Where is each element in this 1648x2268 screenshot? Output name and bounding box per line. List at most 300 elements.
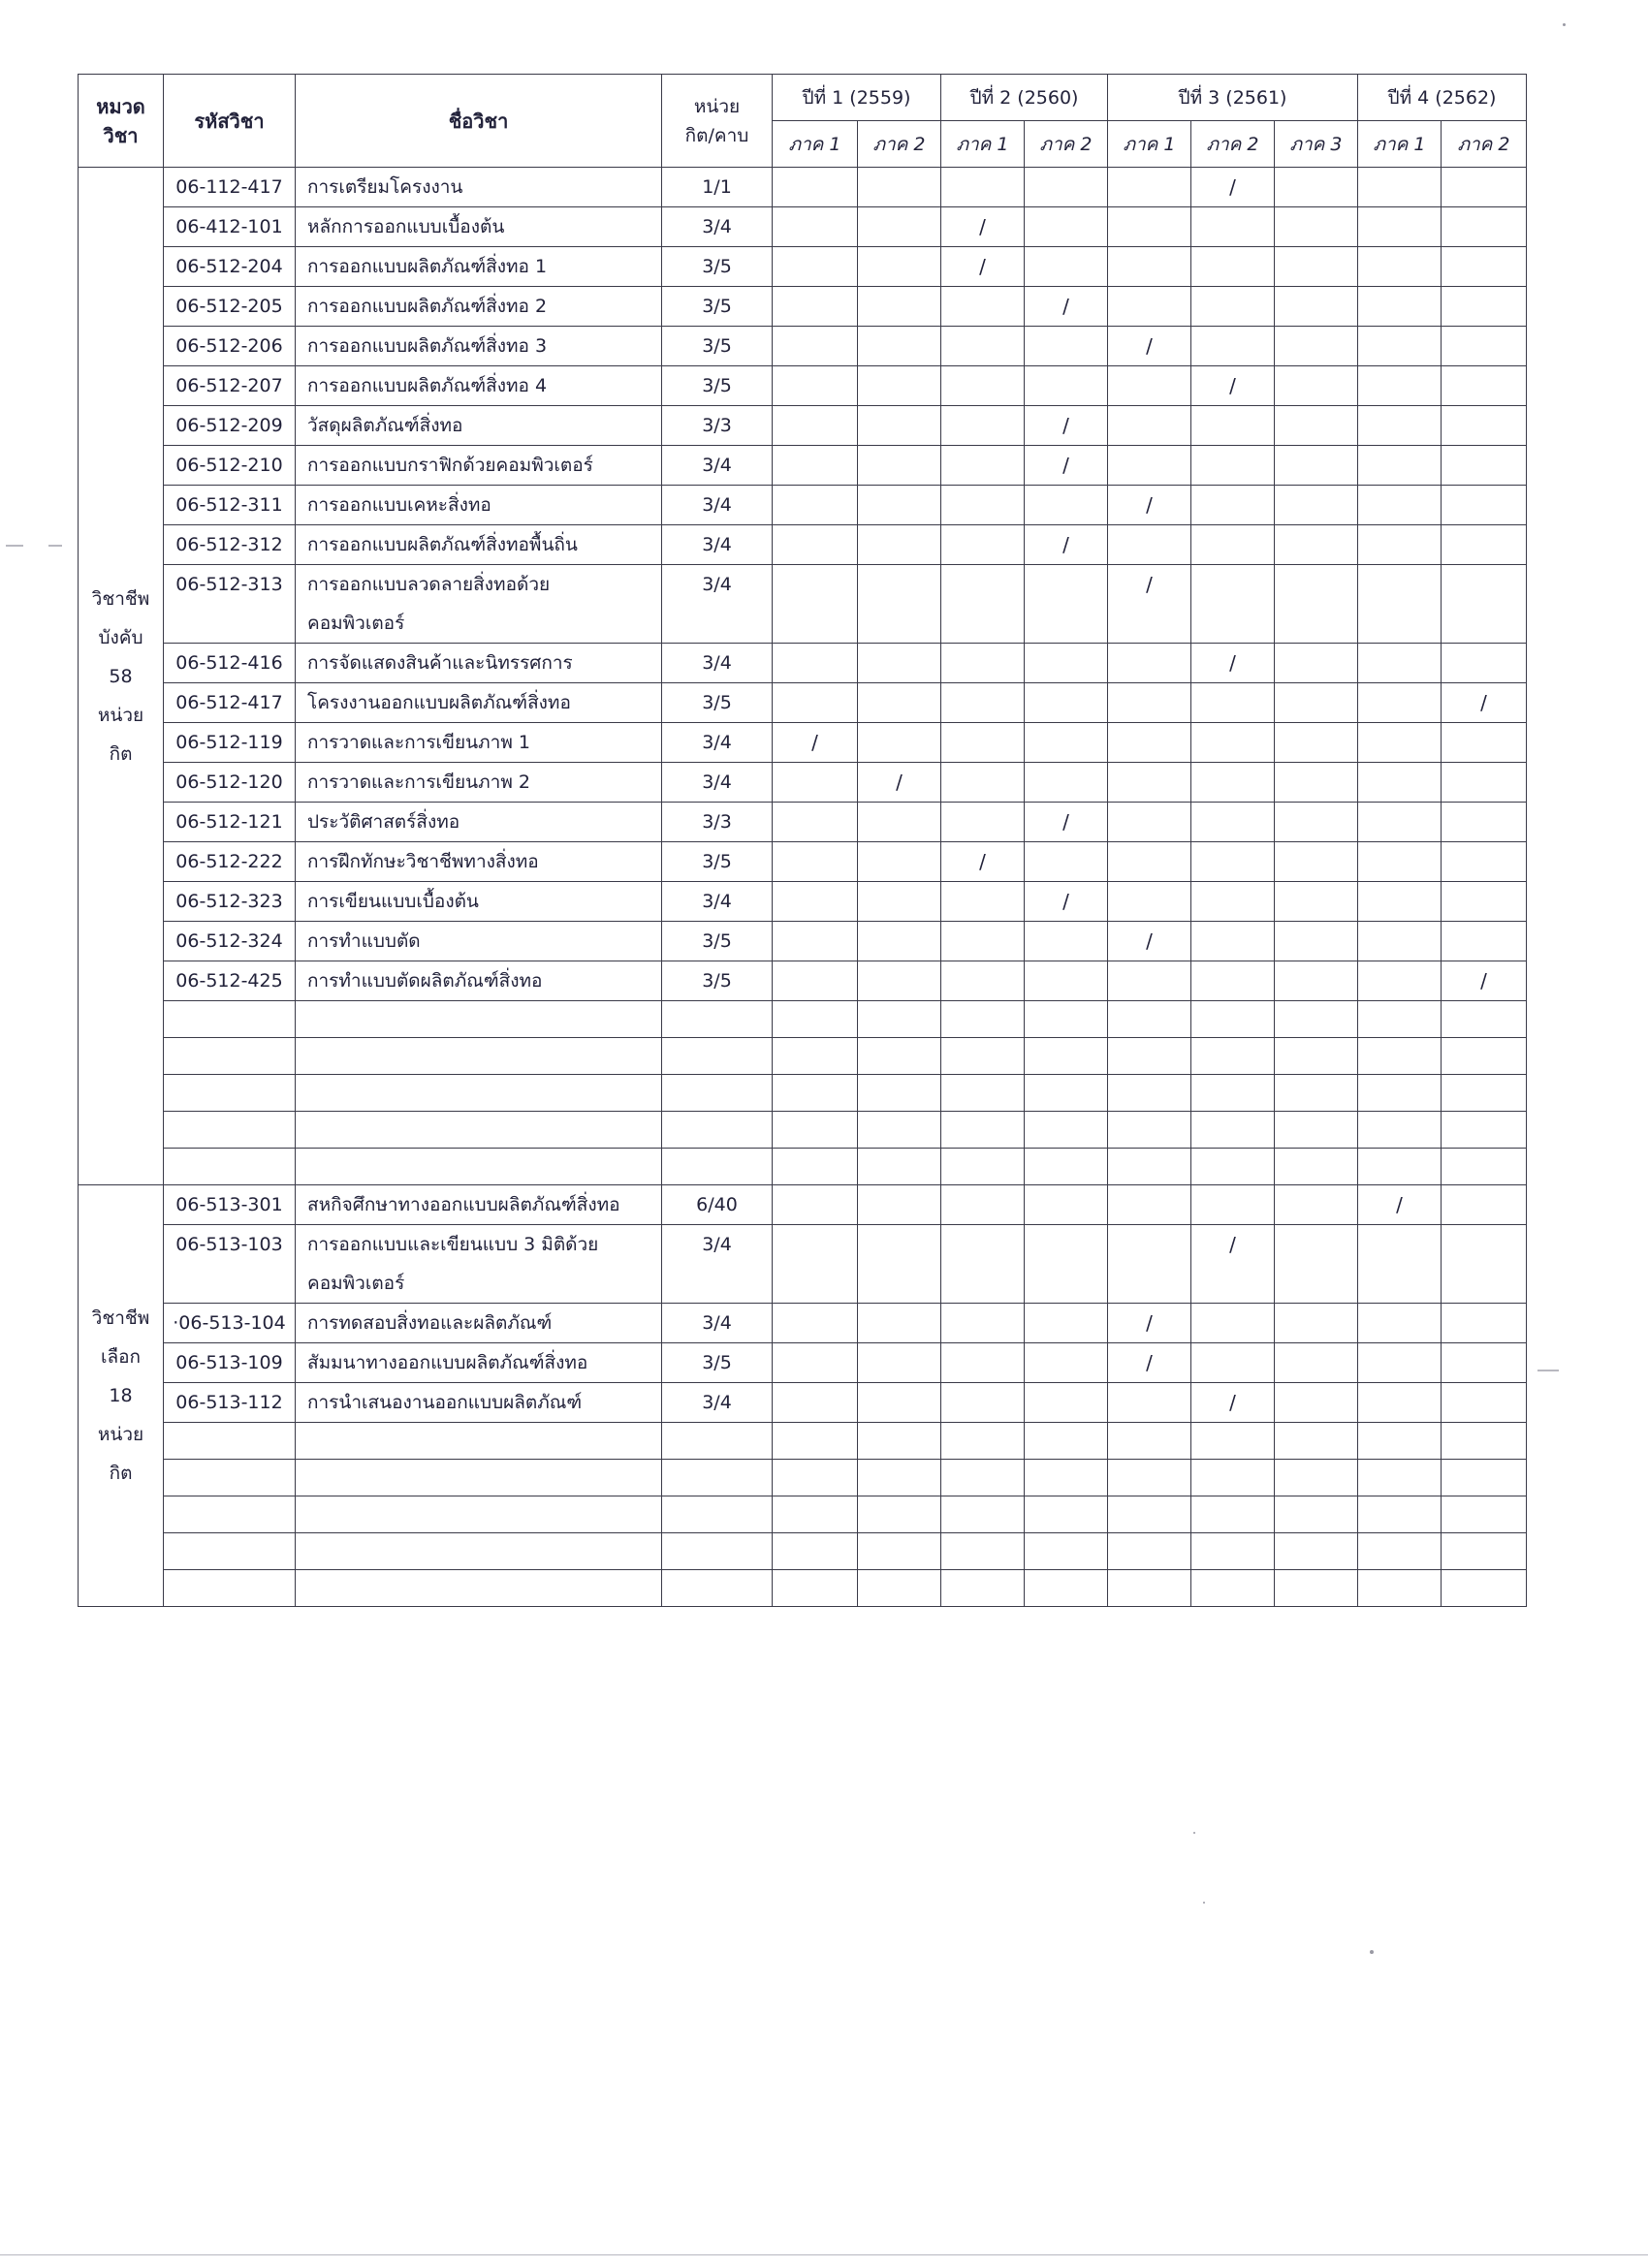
course-credits: 3/4 — [662, 1304, 773, 1343]
term-cell — [1275, 207, 1358, 247]
course-row — [79, 406, 1527, 446]
empty-cell — [773, 1112, 858, 1149]
course-credits: 3/3 — [662, 803, 773, 842]
scan-mark — [1537, 1370, 1559, 1371]
course-name: การออกแบบผลิตภัณฑ์สิ่งทอ 3 — [296, 327, 662, 366]
term-cell — [1191, 287, 1275, 327]
term-cell — [1358, 446, 1442, 486]
term-cell — [941, 683, 1025, 723]
empty-cell — [1191, 1423, 1275, 1460]
term-checkmark: / — [1108, 1304, 1191, 1343]
term-cell — [773, 842, 858, 882]
term-cell — [1108, 168, 1191, 207]
term-cell — [1358, 1225, 1442, 1304]
empty-cell — [164, 1075, 296, 1112]
empty-cell — [1442, 1075, 1527, 1112]
term-checkmark: / — [773, 723, 858, 763]
empty-cell — [662, 1149, 773, 1185]
term-checkmark: / — [1108, 565, 1191, 644]
empty-cell — [164, 1570, 296, 1607]
term-checkmark: / — [1191, 1383, 1275, 1423]
term-cell — [773, 1225, 858, 1304]
course-code: 06-512-311 — [164, 486, 296, 525]
header-term: ภาค 2 — [1191, 121, 1275, 168]
term-cell — [1275, 287, 1358, 327]
empty-cell — [1108, 1460, 1191, 1496]
term-cell — [1442, 446, 1527, 486]
term-cell — [941, 723, 1025, 763]
term-cell — [941, 446, 1025, 486]
term-cell — [858, 1225, 941, 1304]
course-row — [79, 763, 1527, 803]
term-cell — [1358, 327, 1442, 366]
empty-cell — [662, 1075, 773, 1112]
course-row — [79, 723, 1527, 763]
empty-cell — [662, 1496, 773, 1533]
header-term: ภาค 3 — [1275, 121, 1358, 168]
table-body — [79, 168, 1527, 1607]
empty-cell — [1025, 1460, 1108, 1496]
term-cell — [773, 446, 858, 486]
course-row — [79, 842, 1527, 882]
course-name: การเขียนแบบเบื้องต้น — [296, 882, 662, 922]
term-cell — [1025, 1225, 1108, 1304]
course-credits: 3/5 — [662, 287, 773, 327]
scan-mark — [48, 545, 62, 547]
term-cell — [858, 882, 941, 922]
term-cell — [773, 247, 858, 287]
term-cell — [1358, 961, 1442, 1001]
course-credits: 3/5 — [662, 1343, 773, 1383]
empty-cell — [858, 1533, 941, 1570]
term-cell — [941, 961, 1025, 1001]
empty-cell — [858, 1423, 941, 1460]
term-cell — [1191, 1185, 1275, 1225]
term-cell — [858, 1304, 941, 1343]
term-cell — [1275, 406, 1358, 446]
term-cell — [1358, 644, 1442, 683]
term-cell — [1108, 1225, 1191, 1304]
term-cell — [941, 565, 1025, 644]
term-cell — [1191, 207, 1275, 247]
course-code: 06-512-120 — [164, 763, 296, 803]
empty-cell — [1191, 1149, 1275, 1185]
course-code: 06-512-210 — [164, 446, 296, 486]
header-term: ภาค 2 — [858, 121, 941, 168]
term-checkmark: / — [1108, 486, 1191, 525]
scan-speck — [1563, 23, 1566, 26]
empty-cell — [1358, 1533, 1442, 1570]
empty-row — [79, 1533, 1527, 1570]
term-cell — [773, 327, 858, 366]
term-cell — [941, 168, 1025, 207]
term-cell — [1191, 406, 1275, 446]
empty-cell — [1025, 1496, 1108, 1533]
term-cell — [1025, 366, 1108, 406]
term-cell — [941, 644, 1025, 683]
term-cell — [858, 168, 941, 207]
course-credits: 3/4 — [662, 207, 773, 247]
term-cell — [1358, 1304, 1442, 1343]
term-cell — [1275, 842, 1358, 882]
term-cell — [858, 525, 941, 565]
empty-cell — [941, 1112, 1025, 1149]
course-credits: 3/4 — [662, 525, 773, 565]
empty-cell — [773, 1001, 858, 1038]
term-cell — [773, 525, 858, 565]
empty-cell — [296, 1570, 662, 1607]
course-code: 06-512-323 — [164, 882, 296, 922]
term-cell — [1442, 842, 1527, 882]
term-cell — [858, 1343, 941, 1383]
course-row — [79, 446, 1527, 486]
empty-cell — [1358, 1423, 1442, 1460]
empty-cell — [1442, 1460, 1527, 1496]
term-cell — [1275, 882, 1358, 922]
course-code: 06-513-103 — [164, 1225, 296, 1304]
empty-cell — [1442, 1149, 1527, 1185]
empty-cell — [164, 1533, 296, 1570]
course-name: การออกแบบและเขียนแบบ 3 มิติด้วย คอมพิวเตอร์ — [296, 1225, 662, 1304]
course-code: 06-112-417 — [164, 168, 296, 207]
course-row — [79, 922, 1527, 961]
course-name: การออกแบบผลิตภัณฑ์สิ่งทอ 1 — [296, 247, 662, 287]
course-row — [79, 1383, 1527, 1423]
empty-cell — [1442, 1570, 1527, 1607]
term-cell — [1108, 207, 1191, 247]
empty-cell — [941, 1075, 1025, 1112]
term-cell — [1275, 1383, 1358, 1423]
term-cell — [858, 486, 941, 525]
empty-cell — [1025, 1038, 1108, 1075]
term-cell — [773, 644, 858, 683]
header-term: ภาค 2 — [1025, 121, 1108, 168]
term-cell — [1358, 247, 1442, 287]
empty-cell — [164, 1460, 296, 1496]
term-cell — [1191, 247, 1275, 287]
term-cell — [1358, 1343, 1442, 1383]
empty-cell — [296, 1533, 662, 1570]
course-name: การทำแบบตัด — [296, 922, 662, 961]
empty-cell — [1275, 1112, 1358, 1149]
term-cell — [1358, 922, 1442, 961]
term-cell — [1442, 922, 1527, 961]
empty-cell — [858, 1496, 941, 1533]
scan-mark — [6, 545, 23, 547]
term-cell — [773, 803, 858, 842]
empty-row — [79, 1112, 1527, 1149]
course-credits: 3/4 — [662, 1225, 773, 1304]
term-cell — [858, 1185, 941, 1225]
term-checkmark: / — [1025, 446, 1108, 486]
course-name: การทำแบบตัดผลิตภัณฑ์สิ่งทอ — [296, 961, 662, 1001]
course-row — [79, 207, 1527, 247]
course-row — [79, 961, 1527, 1001]
term-cell — [773, 565, 858, 644]
empty-cell — [1275, 1423, 1358, 1460]
term-cell — [1025, 168, 1108, 207]
empty-cell — [773, 1570, 858, 1607]
term-cell — [1358, 168, 1442, 207]
term-cell — [1025, 486, 1108, 525]
empty-cell — [941, 1149, 1025, 1185]
term-cell — [1025, 1383, 1108, 1423]
empty-cell — [1108, 1112, 1191, 1149]
term-cell — [1108, 406, 1191, 446]
term-cell — [1108, 446, 1191, 486]
course-credits: 3/5 — [662, 922, 773, 961]
term-cell — [1442, 644, 1527, 683]
term-cell — [1275, 763, 1358, 803]
term-cell — [1108, 287, 1191, 327]
empty-cell — [164, 1149, 296, 1185]
course-code: ·06-513-104 — [164, 1304, 296, 1343]
term-checkmark: / — [1025, 525, 1108, 565]
empty-row — [79, 1075, 1527, 1112]
header-year-4: ปีที่ 4 (2562) — [1358, 75, 1527, 121]
empty-cell — [1442, 1112, 1527, 1149]
empty-cell — [1191, 1001, 1275, 1038]
empty-cell — [296, 1075, 662, 1112]
empty-cell — [941, 1460, 1025, 1496]
term-cell — [1442, 723, 1527, 763]
term-checkmark: / — [1191, 1225, 1275, 1304]
term-cell — [941, 922, 1025, 961]
course-row — [79, 644, 1527, 683]
course-credits: 3/4 — [662, 882, 773, 922]
term-cell — [1442, 1343, 1527, 1383]
term-cell — [858, 922, 941, 961]
term-cell — [1025, 961, 1108, 1001]
term-cell — [1191, 683, 1275, 723]
empty-cell — [296, 1038, 662, 1075]
term-cell — [858, 961, 941, 1001]
empty-cell — [858, 1460, 941, 1496]
empty-cell — [1108, 1533, 1191, 1570]
term-checkmark: / — [1442, 683, 1527, 723]
empty-cell — [1108, 1423, 1191, 1460]
empty-cell — [662, 1038, 773, 1075]
term-cell — [1025, 644, 1108, 683]
header-term: ภาค 1 — [1358, 121, 1442, 168]
course-code: 06-512-119 — [164, 723, 296, 763]
term-cell — [1108, 525, 1191, 565]
term-cell — [1108, 882, 1191, 922]
empty-cell — [1358, 1112, 1442, 1149]
term-checkmark: / — [941, 842, 1025, 882]
empty-cell — [662, 1001, 773, 1038]
term-cell — [1025, 1343, 1108, 1383]
term-cell — [1108, 366, 1191, 406]
term-cell — [1191, 922, 1275, 961]
term-cell — [1025, 842, 1108, 882]
term-cell — [858, 644, 941, 683]
term-cell — [858, 842, 941, 882]
scan-mark — [0, 2254, 1648, 2255]
empty-cell — [1358, 1460, 1442, 1496]
empty-cell — [1442, 1038, 1527, 1075]
term-cell — [1442, 565, 1527, 644]
empty-cell — [858, 1001, 941, 1038]
empty-cell — [1191, 1038, 1275, 1075]
course-row — [79, 1225, 1527, 1304]
term-cell — [941, 1304, 1025, 1343]
term-cell — [1358, 1383, 1442, 1423]
empty-row — [79, 1496, 1527, 1533]
course-row — [79, 327, 1527, 366]
term-cell — [1442, 287, 1527, 327]
term-cell — [1025, 683, 1108, 723]
empty-cell — [1191, 1570, 1275, 1607]
term-checkmark: / — [1191, 366, 1275, 406]
course-name: การเตรียมโครงงาน — [296, 168, 662, 207]
empty-cell — [662, 1460, 773, 1496]
term-cell — [1275, 486, 1358, 525]
term-cell — [1191, 446, 1275, 486]
scan-speck — [1370, 1950, 1374, 1954]
term-cell — [1442, 763, 1527, 803]
term-cell — [1025, 565, 1108, 644]
header-year-1: ปีที่ 1 (2559) — [773, 75, 941, 121]
term-cell — [1108, 723, 1191, 763]
header-year-3: ปีที่ 3 (2561) — [1108, 75, 1358, 121]
term-cell — [941, 1225, 1025, 1304]
empty-cell — [1108, 1149, 1191, 1185]
term-checkmark: / — [1025, 803, 1108, 842]
term-cell — [1442, 882, 1527, 922]
header-year-2: ปีที่ 2 (2560) — [941, 75, 1108, 121]
term-cell — [1442, 247, 1527, 287]
course-row — [79, 1343, 1527, 1383]
term-cell — [1275, 1343, 1358, 1383]
term-cell — [1275, 683, 1358, 723]
term-cell — [1025, 763, 1108, 803]
empty-cell — [296, 1149, 662, 1185]
term-cell — [1358, 406, 1442, 446]
empty-cell — [941, 1496, 1025, 1533]
term-checkmark: / — [941, 247, 1025, 287]
term-cell — [858, 247, 941, 287]
empty-row — [79, 1149, 1527, 1185]
empty-cell — [941, 1038, 1025, 1075]
course-code: 06-512-312 — [164, 525, 296, 565]
course-row — [79, 1185, 1527, 1225]
empty-cell — [1191, 1112, 1275, 1149]
course-name: สัมมนาทางออกแบบผลิตภัณฑ์สิ่งทอ — [296, 1343, 662, 1383]
term-checkmark: / — [1191, 644, 1275, 683]
course-name: ประวัติศาสตร์สิ่งทอ — [296, 803, 662, 842]
empty-cell — [1025, 1149, 1108, 1185]
course-row — [79, 486, 1527, 525]
term-cell — [1442, 1383, 1527, 1423]
term-cell — [941, 803, 1025, 842]
term-cell — [1442, 207, 1527, 247]
table-header — [79, 75, 1527, 168]
course-name: การนำเสนองานออกแบบผลิตภัณฑ์ — [296, 1383, 662, 1423]
course-code: 06-512-205 — [164, 287, 296, 327]
term-cell — [858, 723, 941, 763]
term-cell — [1275, 327, 1358, 366]
course-name: หลักการออกแบบเบื้องต้น — [296, 207, 662, 247]
term-cell — [773, 683, 858, 723]
term-cell — [773, 1383, 858, 1423]
term-cell — [1275, 803, 1358, 842]
empty-cell — [1358, 1075, 1442, 1112]
course-credits: 1/1 — [662, 168, 773, 207]
empty-cell — [941, 1001, 1025, 1038]
term-cell — [773, 961, 858, 1001]
course-code: 06-513-301 — [164, 1185, 296, 1225]
empty-cell — [662, 1112, 773, 1149]
term-cell — [1275, 1225, 1358, 1304]
empty-cell — [858, 1075, 941, 1112]
term-cell — [1191, 1343, 1275, 1383]
term-cell — [773, 1185, 858, 1225]
scan-speck — [1203, 1902, 1205, 1904]
empty-cell — [941, 1533, 1025, 1570]
term-cell — [1358, 683, 1442, 723]
empty-cell — [1358, 1149, 1442, 1185]
empty-cell — [1025, 1075, 1108, 1112]
term-cell — [858, 287, 941, 327]
empty-cell — [1442, 1001, 1527, 1038]
term-cell — [1025, 247, 1108, 287]
empty-cell — [858, 1038, 941, 1075]
course-name: การจัดแสดงสินค้าและนิทรรศการ — [296, 644, 662, 683]
term-cell — [1025, 1304, 1108, 1343]
course-code: 06-512-206 — [164, 327, 296, 366]
course-code: 06-512-313 — [164, 565, 296, 644]
empty-cell — [773, 1460, 858, 1496]
empty-cell — [1108, 1570, 1191, 1607]
term-checkmark: / — [1358, 1185, 1442, 1225]
term-cell — [941, 287, 1025, 327]
term-cell — [1191, 882, 1275, 922]
term-cell — [773, 486, 858, 525]
term-cell — [858, 803, 941, 842]
course-name: การทดสอบสิ่งทอและผลิตภัณฑ์ — [296, 1304, 662, 1343]
term-cell — [1108, 683, 1191, 723]
course-credits: 3/4 — [662, 565, 773, 644]
term-cell — [1442, 486, 1527, 525]
term-cell — [941, 763, 1025, 803]
course-name: การออกแบบผลิตภัณฑ์สิ่งทอ 2 — [296, 287, 662, 327]
term-cell — [773, 922, 858, 961]
empty-cell — [1025, 1570, 1108, 1607]
course-credits: 3/5 — [662, 683, 773, 723]
header-course-name: ชื่อวิชา — [296, 75, 662, 168]
term-cell — [1275, 723, 1358, 763]
empty-cell — [1025, 1001, 1108, 1038]
empty-cell — [941, 1423, 1025, 1460]
course-name: การออกแบบลวดลายสิ่งทอด้วย คอมพิวเตอร์ — [296, 565, 662, 644]
term-cell — [773, 1343, 858, 1383]
course-credits: 3/5 — [662, 961, 773, 1001]
course-code: 06-512-416 — [164, 644, 296, 683]
course-name: การฝึกทักษะวิชาชีพทางสิ่งทอ — [296, 842, 662, 882]
empty-cell — [164, 1112, 296, 1149]
empty-cell — [773, 1423, 858, 1460]
course-row — [79, 366, 1527, 406]
term-checkmark: / — [1442, 961, 1527, 1001]
empty-cell — [773, 1149, 858, 1185]
course-credits: 3/5 — [662, 366, 773, 406]
term-cell — [1358, 525, 1442, 565]
term-cell — [858, 1383, 941, 1423]
empty-cell — [1275, 1570, 1358, 1607]
term-cell — [941, 525, 1025, 565]
term-cell — [1191, 327, 1275, 366]
